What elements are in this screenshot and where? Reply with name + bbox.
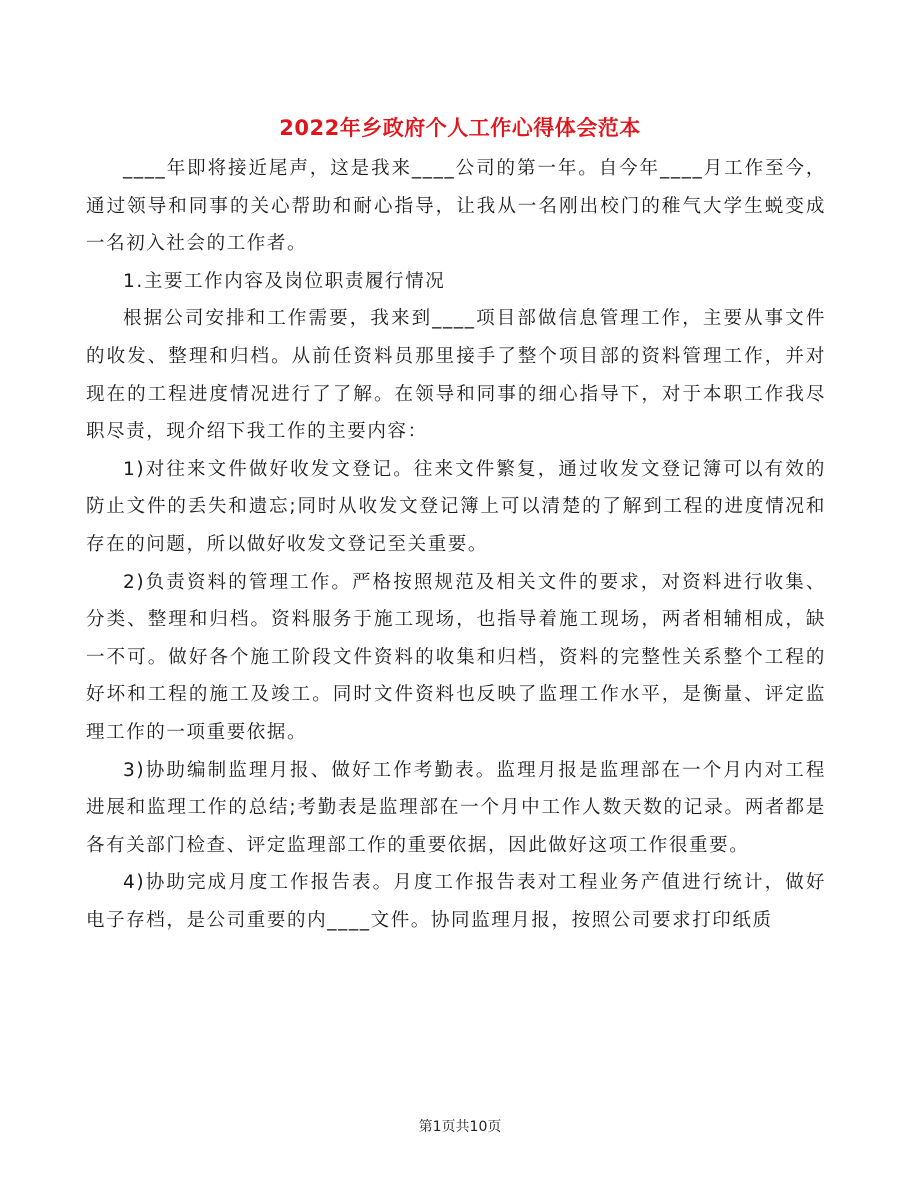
paragraph-item-1: 1)对往来文件做好收发文登记。往来文件繁复，通过收发文登记簿可以有效的防止文件的丢失和遗忘;同时从收发文登记簿上可以清楚的了解到工程的进度情况和存在的问题，所以做好收发文登记至关重要。 [86, 458, 826, 555]
page-number: 第1页共10页 [418, 1119, 502, 1135]
paragraph-item-4: 4)协助完成月度工作报告表。月度工作报告表对工程业务产值进行统计，做好电子存档，是公司重要的内____文件。协同监理月报，按照公司要求打印纸质 [86, 872, 826, 931]
paragraph-item-2: 2)负责资料的管理工作。严格按照规范及相关文件的要求，对资料进行收集、分类、整理和归档。资料服务于施工现场，也指导着施工现场，两者相辅相成，缺一不可。做好各个施工阶段文件资料的收集和归档，资料的完整性关系整个工程的好坏和工程的施工及竣工。同时文件资料也反映了监理工作水平，是衡量、评定监理工作的一项重要依据。 [86, 571, 826, 743]
paragraph-item-3: 3)协助编制监理月报、做好工作考勤表。监理月报是监理部在一个月内对工程进展和监理工作的总结;考勤表是监理部在一个月中工作人数天数的记录。两者都是各有关部门检查、评定监理部工作的重要依据，因此做好这项工作很重要。 [86, 759, 826, 856]
document-title: 2022年乡政府个人工作心得体会范本 [279, 116, 641, 140]
document-body [86, 150, 826, 939]
paragraph-intro: ____年即将接近尾声，这是我来____公司的第一年。自今年____月工作至今，通过领导和同事的关心帮助和耐心指导，让我从一名刚出校门的稚气大学生蜕变成一名初入社会的工作者。 [86, 158, 826, 255]
paragraph-work-overview: 根据公司安排和工作需要，我来到____项目部做信息管理工作，主要从事文件的收发、整理和归档。从前任资料员那里接手了整个项目部的资料管理工作，并对现在的工程进度情况进行了了解。在领导和同事的细心指导下，对于本职工作我尽职尽责，现介绍下我工作的主要内容： [86, 308, 826, 443]
section-heading: 1.主要工作内容及岗位职责履行情况 [123, 270, 446, 292]
